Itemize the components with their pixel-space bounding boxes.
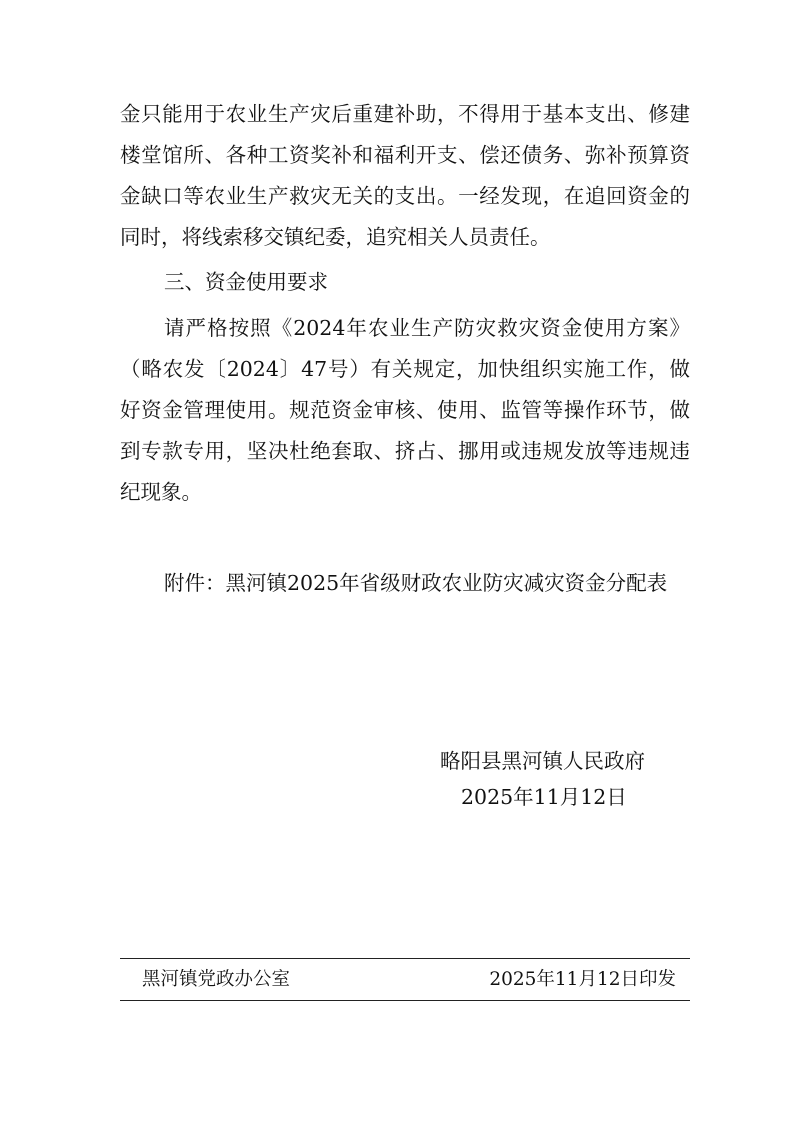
body-line: 请严格按照《2024年农业生产防灾救灾资金使用方案》 — [164, 316, 690, 340]
signing-date: 2025年11月12日 — [461, 785, 627, 809]
attachment-note: 附件：黑河镇2025年省级财政农业防灾减灾资金分配表 — [164, 571, 668, 595]
footer-bottom-rule — [120, 1000, 690, 1001]
body-line: 纪现象。 — [120, 480, 202, 504]
body-line: 好资金管理使用。规范资金审核、使用、监管等操作环节，做 — [120, 398, 690, 422]
body-line: 到专款专用，坚决杜绝套取、挤占、挪用或违规发放等违规违 — [120, 439, 690, 463]
section-heading: 三、资金使用要求 — [164, 270, 328, 294]
signing-organization: 略阳县黑河镇人民政府 — [440, 749, 645, 773]
body-line: 楼堂馆所、各种工资奖补和福利开支、偿还债务、弥补预算资 — [120, 143, 690, 167]
body-line: 金缺口等农业生产救灾无关的支出。一经发现，在追回资金的 — [120, 184, 690, 208]
body-line: （略农发〔2024〕47号）有关规定，加快组织实施工作，做 — [120, 357, 690, 381]
footer-issuer: 黑河镇党政办公室 — [142, 969, 291, 990]
footer-issue-date: 2025年11月12日印发 — [489, 969, 676, 990]
body-line: 同时，将线索移交镇纪委，追究相关人员责任。 — [120, 225, 551, 249]
body-line: 金只能用于农业生产灾后重建补助，不得用于基本支出、修建 — [120, 102, 690, 126]
footer-top-rule — [120, 958, 690, 959]
